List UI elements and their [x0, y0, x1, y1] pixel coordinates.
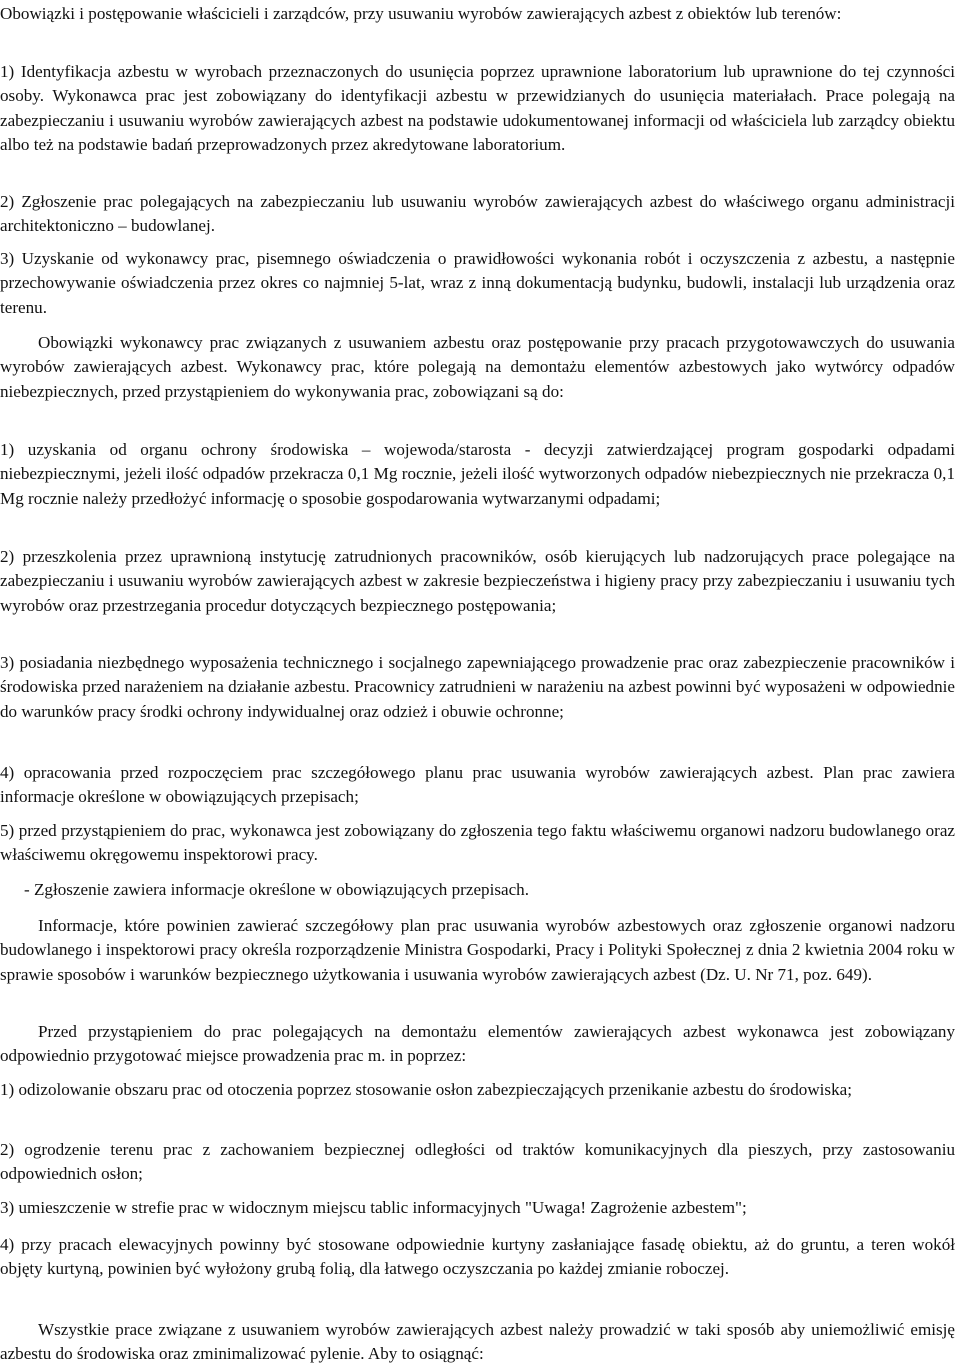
contractor-duty-item-5: 5) przed przystąpieniem do prac, wykonawca jest zobowiązany do zgłoszenia tego faktu właściwemu organowi nadzoru budowlanego oraz właściwemu okręgowemu inspektorowi pracy.	[0, 821, 955, 865]
owners-duty-item-1: 1) Identyfikacja azbestu w wyrobach przeznaczonych do usunięcia poprzez uprawnione laboratorium lub uprawnione do tej czynności osoby. Wykonawca prac jest zobowiązany do identyfikacji azbestu w przewidzianych do usunięcia materiałach. Prace polegają na zabezpieczaniu i usuwaniu wyrobów zawierających azbest na podstawie udokumentowanej informacji od właściciela lub zarządcy obiektu albo też na podstawie badań przeprowadzonych przez akredytowane laboratorium.	[0, 62, 955, 154]
regulation-info-paragraph: Informacje, które powinien zawierać szczegółowy plan prac usuwania wyrobów azbestowych oraz zgłoszenie organowi nadzoru budowlanego i inspektorowi pracy określa rozporządzenie Ministra Gospodarki, Pracy i Polityki Społecznej z dnia 2 kwietnia 2004 roku w sprawie sposobów i warunków bezpiecznego użytkowania i usuwania wyrobów zawierających azbest (Dz. U. Nr 71, poz. 649).	[0, 916, 955, 984]
notification-note: - Zgłoszenie zawiera informacje określone w obowiązujących przepisach.	[24, 880, 529, 899]
contractor-duties-intro: Obowiązki wykonawcy prac związanych z usuwaniem azbestu oraz postępowanie przy pracach przygotowawczych do usuwania wyrobów zawierających azbest. Wykonawcy prac, które polegają na demontażu elementów azbestowych jako wytwórcy odpadów niebezpiecznych, przed przystąpieniem do wykonywania prac, zobowiązani są do:	[0, 333, 955, 401]
site-preparation-intro: Przed przystąpieniem do prac polegających na demontażu elementów zawierających azbest wykonawca jest zobowiązany odpowiednio przygotować miejsce prowadzenia prac m. in poprzez:	[0, 1022, 955, 1066]
site-preparation-item-4: 4) przy pracach elewacyjnych powinny być stosowane odpowiednie kurtyny zasłaniające fasadę obiektu, aż do gruntu, a teren wokół objęty kurtyną, powinien być wyłożony grubą folią, dla łatwego oczyszczania po każdej zmianie roboczej.	[0, 1235, 955, 1279]
owners-duty-item-3: 3) Uzyskanie od wykonawcy prac, pisemnego oświadczenia o prawidłowości wykonania robót i oczyszczenia z azbestu, a następnie przechowywanie oświadczenia przez okres co najmniej 5-lat, wraz z inną dokumentacją budynku, budowli, instalacji lub urządzenia oraz terenu.	[0, 249, 955, 317]
owners-duty-item-2: 2) Zgłoszenie prac polegających na zabezpieczaniu lub usuwaniu wyrobów zawierających azbest do właściwego organu administracji architektoniczno – budowlanej.	[0, 192, 955, 236]
contractor-duty-item-2: 2) przeszkolenia przez uprawnioną instytucję zatrudnionych pracowników, osób kierujących lub nadzorujących prace polegające na zabezpieczaniu i usuwaniu wyrobów zawierających azbest w zakresie bezpieczeństwa i higieny pracy przy zabezpieczaniu i usuwaniu tych wyrobów oraz przestrzegania procedur dotyczących bezpiecznego postępowania;	[0, 547, 955, 615]
contractor-duty-item-4: 4) opracowania przed rozpoczęciem prac szczegółowego planu prac usuwania wyrobów zawierających azbest. Plan prac zawiera informacje określone w obowiązujących przepisach;	[0, 763, 955, 807]
contractor-duty-item-1: 1) uzyskania od organu ochrony środowiska – wojewoda/starosta - decyzji zatwierdzającej program gospodarki odpadami niebezpiecznymi, jeżeli ilość odpadów przekracza 0,1 Mg rocznie, jeżeli ilość wytworzonych odpadów niebezpiecznych nie przekracza 0,1 Mg rocznie należy przedłożyć informację o sposobie gospodarowania wytwarzanymi odpadami;	[0, 440, 955, 508]
dust-minimization-paragraph: Wszystkie prace związane z usuwaniem wyrobów zawierających azbest należy prowadzić w taki sposób aby uniemożliwić emisję azbestu do środowiska oraz zminimalizować pylenie. Aby to osiągnąć:	[0, 1320, 955, 1364]
section-heading-owners-duties: Obowiązki i postępowanie właścicieli i zarządców, przy usuwaniu wyrobów zawierających azbest z obiektów lub terenów:	[0, 4, 842, 23]
site-preparation-item-2: 2) ogrodzenie terenu prac z zachowaniem bezpiecznej odległości od traktów komunikacyjnych dla pieszych, przy zastosowaniu odpowiednich osłon;	[0, 1140, 955, 1184]
site-preparation-item-3: 3) umieszczenie w strefie prac w widocznym miejscu tablic informacyjnych "Uwaga! Zagrożenie azbestem";	[0, 1198, 747, 1217]
site-preparation-item-1: 1) odizolowanie obszaru prac od otoczenia poprzez stosowanie osłon zabezpieczających przenikanie azbestu do środowiska;	[0, 1080, 852, 1099]
contractor-duty-item-3: 3) posiadania niezbędnego wyposażenia technicznego i socjalnego zapewniającego prowadzenie prac oraz zabezpieczenie pracowników i środowiska przed narażeniem na działanie azbestu. Pracownicy zatrudnieni w narażeniu na azbest powinni być wyposażeni w odpowiednie do warunków pracy środki ochrony indywidualnej oraz odzież i obuwie ochronne;	[0, 653, 955, 721]
